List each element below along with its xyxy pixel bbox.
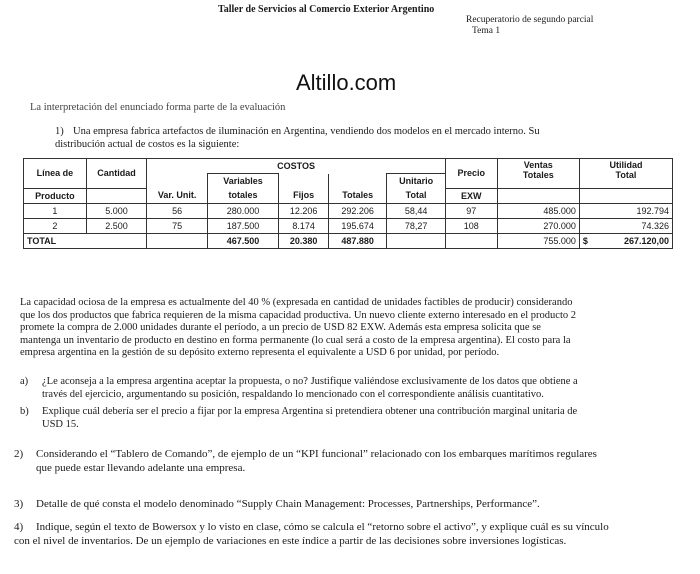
sub-question-a [20,375,680,401]
header-ventas: Ventas Totales [497,159,579,189]
cell-var-unit: 75 [147,218,208,233]
sub-question-a-label: a) [20,376,29,387]
question-1-text-line2: distribución actual de costos es la siguiente: [55,139,240,150]
question-2-label: 2) [14,448,24,460]
header-var-unit: Var. Unit. [147,188,208,203]
cell-variables: 187.500 [207,218,278,233]
header-unitario-top: Unitario [387,174,445,189]
intro-note: La interpretación del enunciado forma parte de la evaluación [30,102,286,113]
statement-line: que los dos productos que fabrica requieren de la misma capacidad productiva. Un nuevo cliente externo interesado en el producto 2 [20,309,577,321]
sub-question-b-line2: USD 15. [42,419,79,430]
header-exw: EXW [445,188,497,203]
document-title: Taller de Servicios al Comercio Exterior Argentino [218,4,435,15]
total-fijos: 20.380 [279,233,329,248]
sub-question-b-line1: Explique cuál debería ser el precio a fijar por la empresa Argentina si pretendiera obtener una contribución marginal unitaria de [42,406,578,417]
question-4-label: 4) [14,521,24,533]
table-row [24,218,673,233]
total-totales: 487.880 [328,233,386,248]
question-2-line2: que puede estar llevando adelante una empresa. [36,462,246,474]
question-4-line2: con el nivel de inventarios. De un ejemplo de variaciones en este índice a partir de las decisiones sobre inversiones logísticas. [14,535,567,547]
question-4 [14,520,684,548]
cell-linea: 1 [24,203,87,218]
exam-type: Recuperatorio de segundo parcial [466,15,594,25]
cell-totales: 195.674 [328,218,386,233]
sub-question-a-line2: través del ejercicio, argumentando su posición, respaldando lo mencionado con el correspondiente análisis cuantitativo. [42,389,544,400]
sub-question-b [20,405,680,431]
sub-question-a-line1: ¿Le aconseja a la empresa argentina aceptar la propuesta, o no? Justifique valiéndose exclusivamente de los datos que obtiene a [42,376,578,387]
question-3-label: 3) [14,498,24,510]
total-utilidad [579,233,672,248]
cost-table [23,158,673,249]
cell-ventas: 485.000 [497,203,579,218]
table-row [24,203,673,218]
cell-fijos: 12.206 [279,203,329,218]
question-1 [55,125,655,151]
header-variables-bottom: totales [207,188,278,203]
statement-line: La capacidad ociosa de la empresa es actualmente del 40 % (expresada en cantidad de unidades factibles de producir) considerando [20,297,573,308]
cell-totales: 292.206 [328,203,386,218]
cell-unitario: 78,27 [387,218,445,233]
question-1-number: 1) [55,126,64,137]
header-cantidad: Cantidad [86,159,147,189]
cell-precio: 108 [445,218,497,233]
header-linea: Línea de [24,159,87,189]
cell-fijos: 8.174 [279,218,329,233]
cell-linea: 2 [24,218,87,233]
header-precio-top: Precio [445,159,497,189]
question-2-line1: Considerando el “Tablero de Comando”, de ejemplo de un “KPI funcional” relacionado con los embarques marítimos regulares [36,448,597,460]
watermark: Altillo.com [296,70,397,95]
cell-unitario: 58,44 [387,203,445,218]
statement-line: mantenga un inventario de producto en destino en forma permanente (lo cual será a costo de la empresa argentina). El costo para la [20,334,571,346]
cell-cantidad: 2.500 [86,218,147,233]
sub-question-b-label: b) [20,406,29,417]
cell-var-unit: 56 [147,203,208,218]
header-producto: Producto [24,188,87,203]
question-1-text-line1: Una empresa fabrica artefactos de iluminación en Argentina, vendiendo dos modelos en el mercado interno. Su [73,126,540,137]
cell-precio: 97 [445,203,497,218]
cell-utilidad: 192.794 [579,203,672,218]
cell-cantidad: 5.000 [86,203,147,218]
header-variables-top: Variables [207,174,278,189]
statement-line: empresa argentina en la gestión de su depósito externo representa el equivalente a USD 6 por unidad, por período. [20,347,500,358]
cell-utilidad: 74.326 [579,218,672,233]
header-unitario-bottom: Total [387,188,445,203]
statement-line: promete la compra de 2.000 unidades durante el período, a un precio de USD 82 EXW. Además esta empresa solicita que se [20,322,541,333]
problem-statement [20,297,680,360]
header-costos: COSTOS [147,159,446,174]
cell-variables: 280.000 [207,203,278,218]
question-3 [14,497,684,511]
total-ventas: 755.000 [497,233,579,248]
exam-theme: Tema 1 [472,26,501,36]
question-3-line1: Detalle de qué consta el modelo denominado “Supply Chain Management: Processes, Partnerships, Performance”. [36,498,540,510]
header-utilidad: Utilidad Total [579,159,672,189]
question-4-line1: Indique, según el texto de Bowersox y lo visto en clase, cómo se calcula el “retorno sobre el activo”, y explique cuál es su vínculo [36,521,609,533]
question-2 [14,447,684,475]
header-totales: Totales [328,188,386,203]
total-label: TOTAL [24,233,147,248]
cell-ventas: 270.000 [497,218,579,233]
total-utilidad-value: 267.120,00 [623,235,669,246]
table-total-row [24,233,673,248]
currency-symbol: $ [582,235,588,246]
total-variables: 467.500 [207,233,278,248]
header-fijos: Fijos [279,188,329,203]
